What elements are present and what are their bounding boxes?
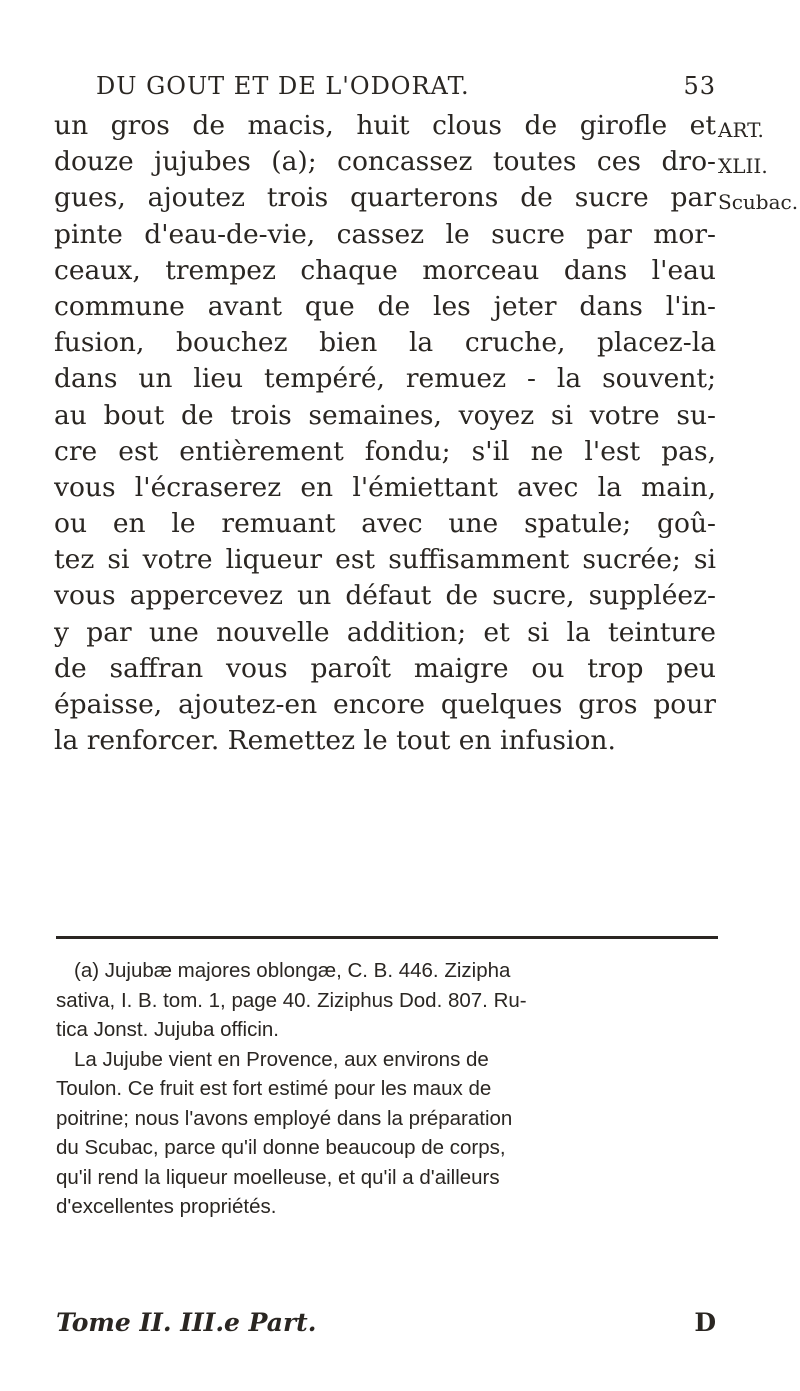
footnote-line: (a) Jujubæ majores oblongæ, C. B. 446. Zizipha <box>74 959 511 982</box>
body-line: au bout de trois semaines, voyez si votre su- <box>54 399 716 431</box>
page-number: 53 <box>683 72 716 100</box>
body-line: cre est entièrement fondu; s'il ne l'est pas, <box>54 435 716 467</box>
footnote-line: Toulon. Ce fruit est fort estimé pour les maux de <box>56 1077 492 1100</box>
running-header <box>96 72 716 100</box>
margin-note-number: XLII. <box>718 154 768 178</box>
body-line: de saffran vous paroît maigre ou trop peu <box>54 652 716 684</box>
body-line: dans un lieu tempéré, remuez - la souvent; <box>54 363 716 395</box>
margin-note-subject: Scubac. <box>718 190 799 214</box>
body-line: fusion, bouchez bien la cruche, placez-la <box>54 327 716 359</box>
footnote-line: d'excellentes propriétés. <box>56 1195 277 1218</box>
body-line: y par une nouvelle addition; et si la teinture <box>54 616 716 648</box>
running-title: DU GOUT ET DE L'ODORAT. <box>96 72 470 100</box>
footnote-line: La Jujube vient en Provence, aux environs de <box>74 1047 489 1071</box>
body-line: douze jujubes (a); concassez toutes ces dro- <box>54 146 716 178</box>
footnote-line: qu'il rend la liqueur moelleuse, et qu'il a d'ailleurs <box>56 1165 500 1189</box>
body-line: épaisse, ajoutez-en encore quelques gros pour <box>54 689 716 720</box>
footnote-line: du Scubac, parce qu'il donne beaucoup de corps, <box>56 1136 506 1159</box>
body-line: ceaux, trempez chaque morceau dans l'eau <box>54 254 716 286</box>
body-text <box>54 108 716 759</box>
body-line: gues, ajoutez trois quarterons de sucre par <box>54 182 716 214</box>
body-line: vous appercevez un défaut de sucre, suppléez- <box>54 580 716 612</box>
volume-mark: Tome II. III.e Part. <box>56 1308 317 1337</box>
margin-note-article: ART. <box>718 118 764 142</box>
body-line: un gros de macis, huit clous de girofle et <box>54 110 716 141</box>
page-footer <box>56 1308 716 1337</box>
body-line: vous l'écraserez en l'émiettant avec la main, <box>54 471 716 503</box>
body-line: la renforcer. Remettez le tout en infusion. <box>54 725 616 757</box>
signature-mark: D <box>694 1308 716 1337</box>
footnote <box>56 956 716 1222</box>
footnote-divider <box>56 936 718 939</box>
body-line: pinte d'eau-de-vie, cassez le sucre par mor- <box>54 218 716 250</box>
margin-note <box>718 112 798 220</box>
footnote-line: poitrine; nous l'avons employé dans la préparation <box>56 1106 513 1130</box>
footnote-line: sativa, I. B. tom. 1, page 40. Ziziphus Dod. 807. Ru- <box>56 988 527 1012</box>
footnote-line: tica Jonst. Jujuba officin. <box>56 1018 279 1041</box>
body-line: ou en le remuant avec une spatule; goû- <box>54 508 716 540</box>
body-line: tez si votre liqueur est suffisamment sucrée; si <box>54 544 716 576</box>
body-line: commune avant que de les jeter dans l'in- <box>54 290 716 322</box>
